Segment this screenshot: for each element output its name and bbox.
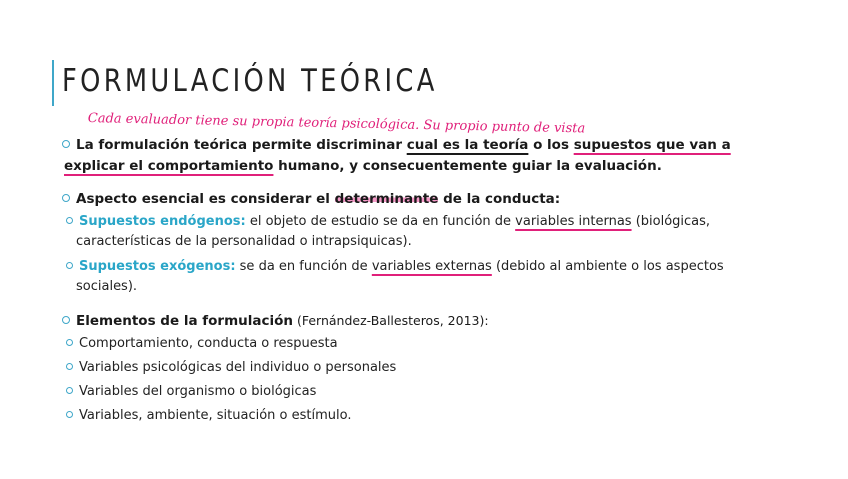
- bullet-icon: [62, 140, 70, 148]
- text: se da en función de: [235, 259, 372, 274]
- bullet-icon: [66, 339, 73, 346]
- bullet-elementos: [62, 311, 489, 331]
- bullet-formulacion-line2: [64, 156, 662, 176]
- sub-bullet-endogenos-line2: características de la personalidad o intrapsiquicas).: [76, 234, 412, 249]
- sub-bullet-exogenos: [66, 257, 724, 277]
- sub-bullet-exogenos-line2: sociales).: [76, 279, 138, 294]
- bullet-formulacion: [62, 135, 731, 155]
- text: Aspecto esencial es considerar el: [76, 191, 335, 207]
- text: o los: [528, 137, 574, 153]
- bullet-icon: [66, 363, 73, 370]
- underlined-text: variables externas: [371, 259, 492, 274]
- underlined-text: cual es la teoría: [406, 137, 529, 153]
- text: el objeto de estudio se da en función de: [245, 214, 516, 229]
- label: Supuestos exógenos:: [79, 259, 236, 274]
- text: Variables psicológicas del individuo o personales: [79, 360, 397, 375]
- text: Variables, ambiente, situación o estímulo.: [79, 408, 352, 423]
- label: Supuestos endógenos:: [79, 214, 246, 229]
- bullet-icon: [62, 316, 70, 324]
- text: Elementos de la formulación: [76, 313, 293, 329]
- text: Variables del organismo o biológicas: [79, 384, 317, 399]
- slide-title: FORMULACIÓN TEÓRICA: [62, 63, 438, 99]
- underlined-text: explicar el comportamiento: [64, 158, 274, 174]
- bullet-icon: [66, 217, 73, 224]
- bullet-icon: [66, 387, 73, 394]
- title-accent-bar: [52, 60, 54, 106]
- text: (biológicas,: [631, 214, 711, 229]
- citation: (Fernández-Ballesteros, 2013):: [293, 313, 489, 328]
- text: de la conducta:: [438, 191, 561, 207]
- underlined-text: variables internas: [515, 214, 632, 229]
- handwritten-annotation: Cada evaluador tiene su propia teoría psicológica. Su propio punto de vista: [87, 111, 586, 137]
- text: La formulación teórica permite discriminar: [76, 137, 407, 153]
- text: humano, y consecuentemente guiar la evaluación.: [273, 158, 662, 174]
- underlined-text: supuestos que van a: [573, 137, 731, 153]
- list-item: [66, 358, 396, 378]
- text: Comportamiento, conducta o respuesta: [79, 336, 338, 351]
- bullet-icon: [66, 411, 73, 418]
- list-item: [66, 382, 316, 402]
- bullet-icon: [62, 194, 70, 202]
- sub-bullet-endogenos: [66, 212, 710, 232]
- text: (debido al ambiente o los aspectos: [491, 259, 724, 274]
- bullet-icon: [66, 262, 73, 269]
- list-item: [66, 406, 351, 426]
- bullet-aspecto: [62, 189, 560, 209]
- list-item: [66, 334, 338, 354]
- highlighted-text: determinante: [334, 191, 439, 207]
